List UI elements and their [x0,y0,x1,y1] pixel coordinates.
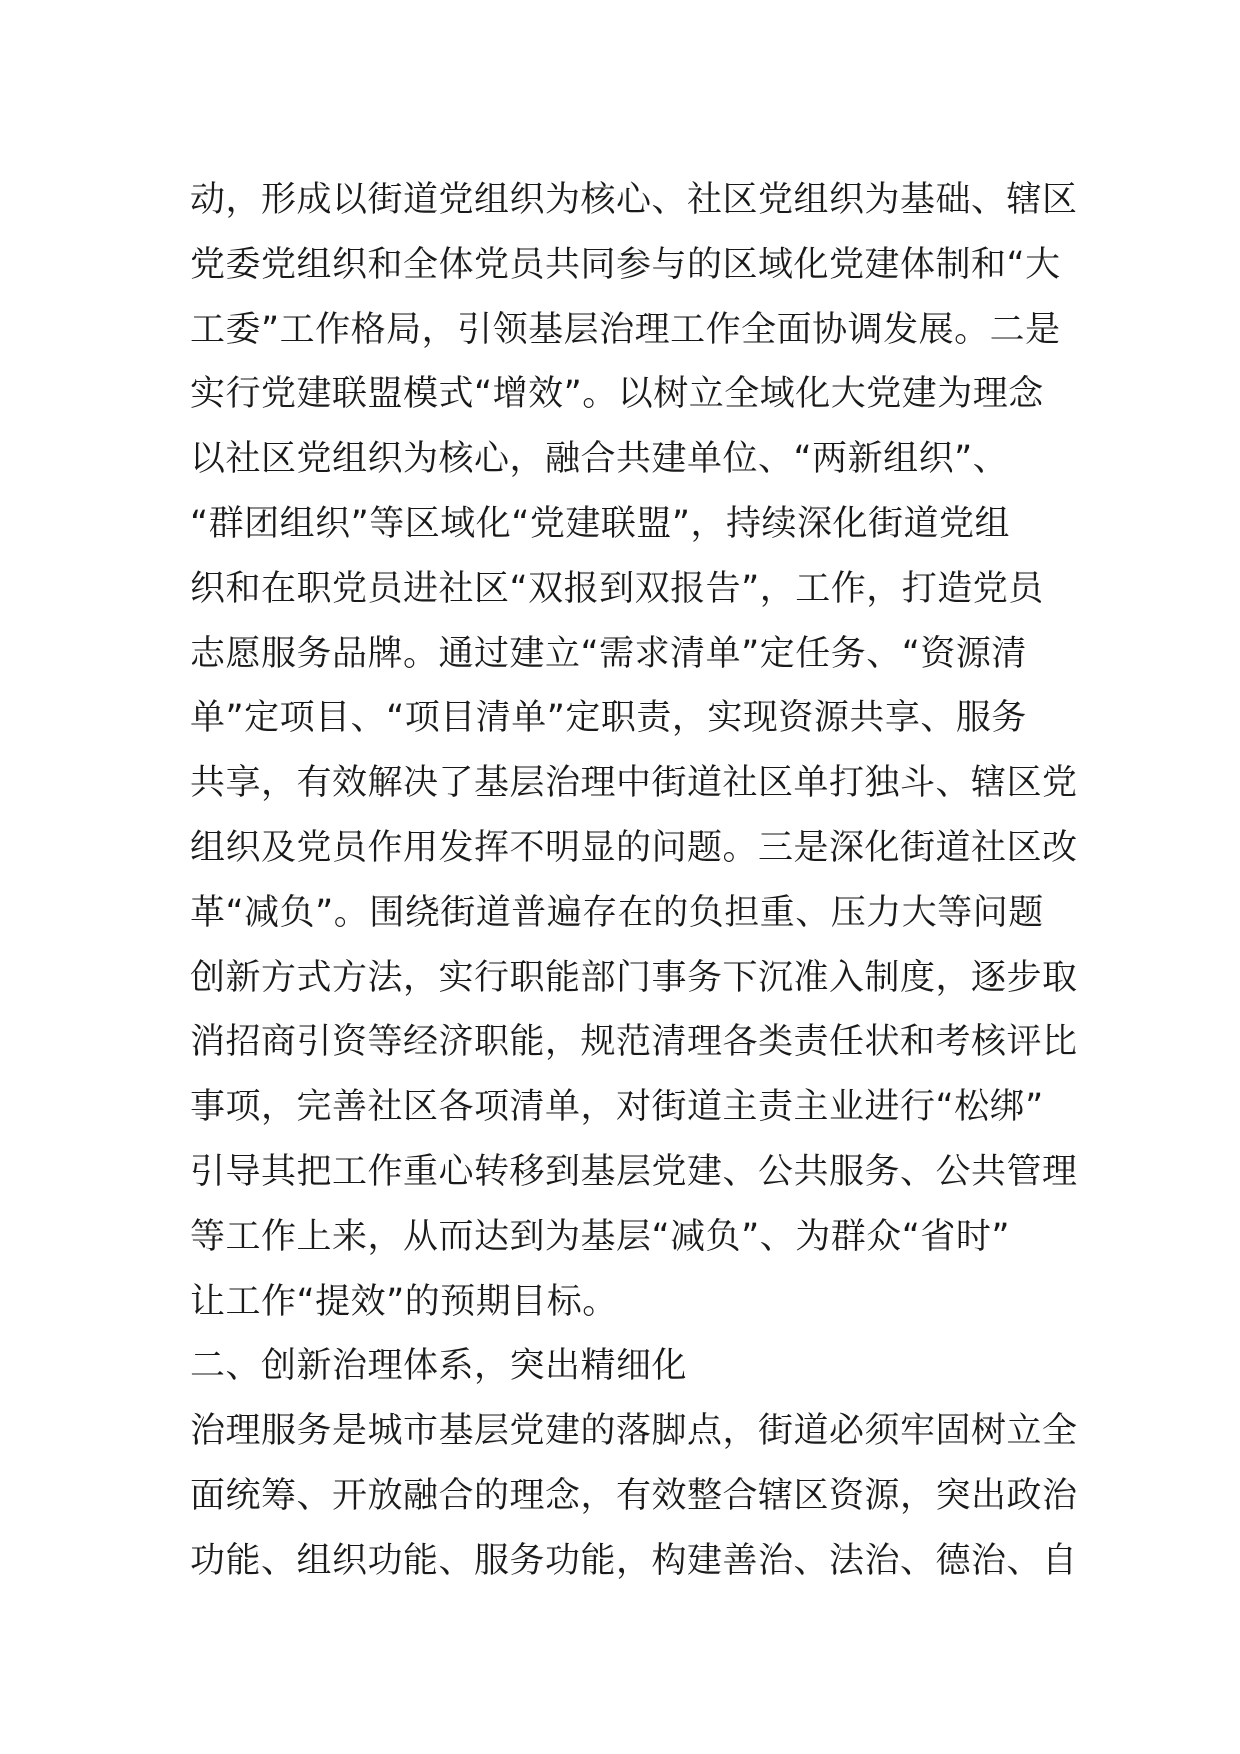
text-line: 等工作上来，从而达到为基层“减负”、为群众“省时” [190,1216,1011,1257]
text-line: 工委”工作格局，引领基层治理工作全面协调发展。二是 [190,309,1061,350]
text-line: 共享，有效解决了基层治理中街道社区单打独斗、辖区党 [190,763,1078,804]
text-line: 单”定项目、“项目清单”定职责，实现资源共享、服务 [190,698,1027,739]
text-line: “群团组织”等区域化“党建联盟”，持续深化街道党组 [190,503,1011,544]
text-line: 功能、组织功能、服务功能，构建善治、法治、德治、自 [190,1540,1078,1581]
text-line: 事项，完善社区各项清单，对街道主责主业进行“松绑” [190,1087,1044,1128]
text-line: 志愿服务品牌。通过建立“需求清单”定任务、“资源清 [190,633,1027,674]
text-line: 创新方式方法，实行职能部门事务下沉准入制度，逐步取 [190,957,1078,998]
text-line: 革“减负”。围绕街道普遍存在的负担重、压力大等问题 [190,892,1044,933]
text-line: 引导其把工作重心转移到基层党建、公共服务、公共管理 [190,1151,1078,1192]
text-line: 实行党建联盟模式“增效”。以树立全域化大党建为理念 [190,374,1044,415]
text-line: 以社区党组织为核心，融合共建单位、“两新组织”、 [190,439,1009,480]
text-line: 让工作“提效”的预期目标。 [190,1281,618,1322]
text-line: 组织及党员作用发挥不明显的问题。三是深化街道社区改 [190,827,1078,868]
text-line: 消招商引资等经济职能，规范清理各类责任状和考核评比 [190,1022,1078,1063]
text-line: 织和在职党员进社区“双报到双报告”，工作，打造党员 [190,568,1044,609]
text-line: 面统筹、开放融合的理念，有效整合辖区资源，突出政治 [190,1475,1078,1516]
text-line: 党委党组织和全体党员共同参与的区域化党建体制和“大 [190,244,1061,285]
text-line: 治理服务是城市基层党建的落脚点，街道必须牢固树立全 [190,1411,1078,1452]
section-heading: 二、创新治理体系，突出精细化 [190,1346,688,1387]
body-text [190,168,1078,1594]
text-line: 动，形成以街道党组织为核心、社区党组织为基础、辖区 [190,180,1078,220]
